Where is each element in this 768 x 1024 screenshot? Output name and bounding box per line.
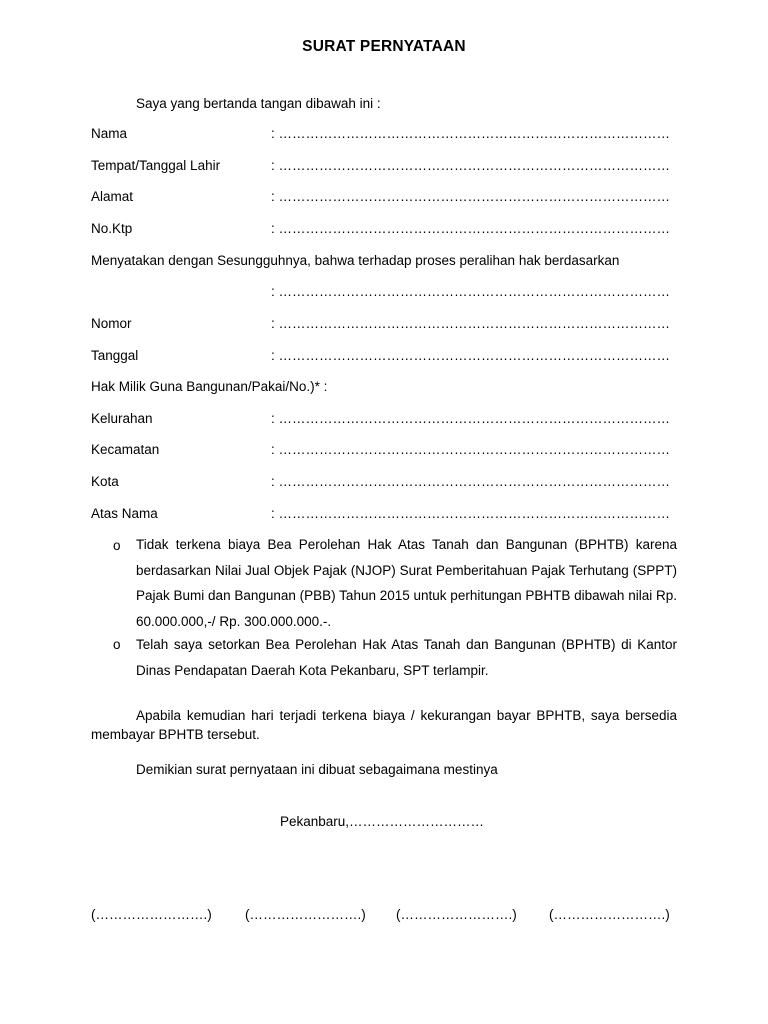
field-blank-atas-nama: : …………………………………………………………………………… [271, 506, 671, 521]
field-label-nomor: Nomor [91, 316, 132, 331]
bullet-marker: o [113, 538, 121, 553]
field-label-atas-nama: Atas Nama [91, 506, 158, 521]
hak-milik-text: Hak Milik Guna Bangunan/Pakai/No.)* : [91, 379, 328, 394]
field-label-kecamatan: Kecamatan [91, 442, 160, 457]
field-label-nama: Nama [91, 126, 128, 141]
document-title: SURAT PERNYATAAN [302, 38, 466, 55]
signature-blank: (…………………….) [245, 907, 366, 922]
paragraph-demikian: Demikian surat pernyataan ini dibuat sebagaimana mestinya [136, 762, 498, 777]
field-label-kelurahan: Kelurahan [91, 411, 153, 426]
paragraph-apabila: Apabila kemudian hari terjadi terkena biaya / kekurangan bayar BPHTB, saya bersedia membayar BPHTB tersebut. [91, 708, 677, 742]
field-label-no-ktp: No.Ktp [91, 221, 133, 236]
signature-blank: (…………………….) [396, 907, 517, 922]
field-blank-tanggal: : …………………………………………………………………………… [271, 348, 671, 363]
field-label-tanggal: Tanggal [91, 348, 139, 363]
signature-blank: (…………………….) [549, 907, 670, 922]
field-blank-basis: : …………………………………………………………………………… [271, 284, 671, 299]
field-blank-kecamatan: : …………………………………………………………………………… [271, 442, 671, 457]
field-blank-nomor: : …………………………………………………………………………… [271, 316, 671, 331]
field-blank-no-ktp: : …………………………………………………………………………… [271, 221, 671, 236]
field-label-alamat: Alamat [91, 189, 134, 204]
intro-text: Saya yang bertanda tangan dibawah ini : [136, 96, 381, 111]
statement-text: Menyatakan dengan Sesungguhnya, bahwa terhadap proses peralihan hak berdasarkan [91, 253, 620, 268]
field-blank-tempat-tanggal-lahir: : …………………………………………………………………………… [271, 158, 671, 173]
field-blank-kota: : …………………………………………………………………………… [271, 474, 671, 489]
option-telah-setorkan-text: Telah saya setorkan Bea Perolehan Hak Atas Tanah dan Bangunan (BPHTB) di Kantor Dinas Pendapatan Daerah Kota Pekanbaru, SPT terlampir. [136, 637, 677, 678]
bullet-marker: o [113, 637, 121, 652]
field-blank-nama: : …………………………………………………………………………… [271, 126, 671, 141]
field-blank-kelurahan: : …………………………………………………………………………… [271, 411, 671, 426]
field-blank-alamat: : …………………………………………………………………………… [271, 189, 671, 204]
field-label-tempat-tanggal-lahir: Tempat/Tanggal Lahir [91, 158, 221, 173]
option-tidak-terkena-text: Tidak terkena biaya Bea Perolehan Hak Atas Tanah dan Bangunan (BPHTB) karena berdasarkan Nilai Jual Objek Pajak (NJOP) Surat Pemberitahuan Pajak Terhutang (SPPT) Pajak Bumi dan Bangunan (PBB) Tahun 2015 untuk perhitungan PBHTB dibawah nilai Rp. 60.000.000,-/ Rp. 300.000.000.-. [136, 537, 677, 629]
field-label-kota: Kota [91, 474, 119, 489]
signature-blank: (…………………….) [91, 907, 212, 922]
place-date: Pekanbaru,………………………… [280, 814, 485, 829]
